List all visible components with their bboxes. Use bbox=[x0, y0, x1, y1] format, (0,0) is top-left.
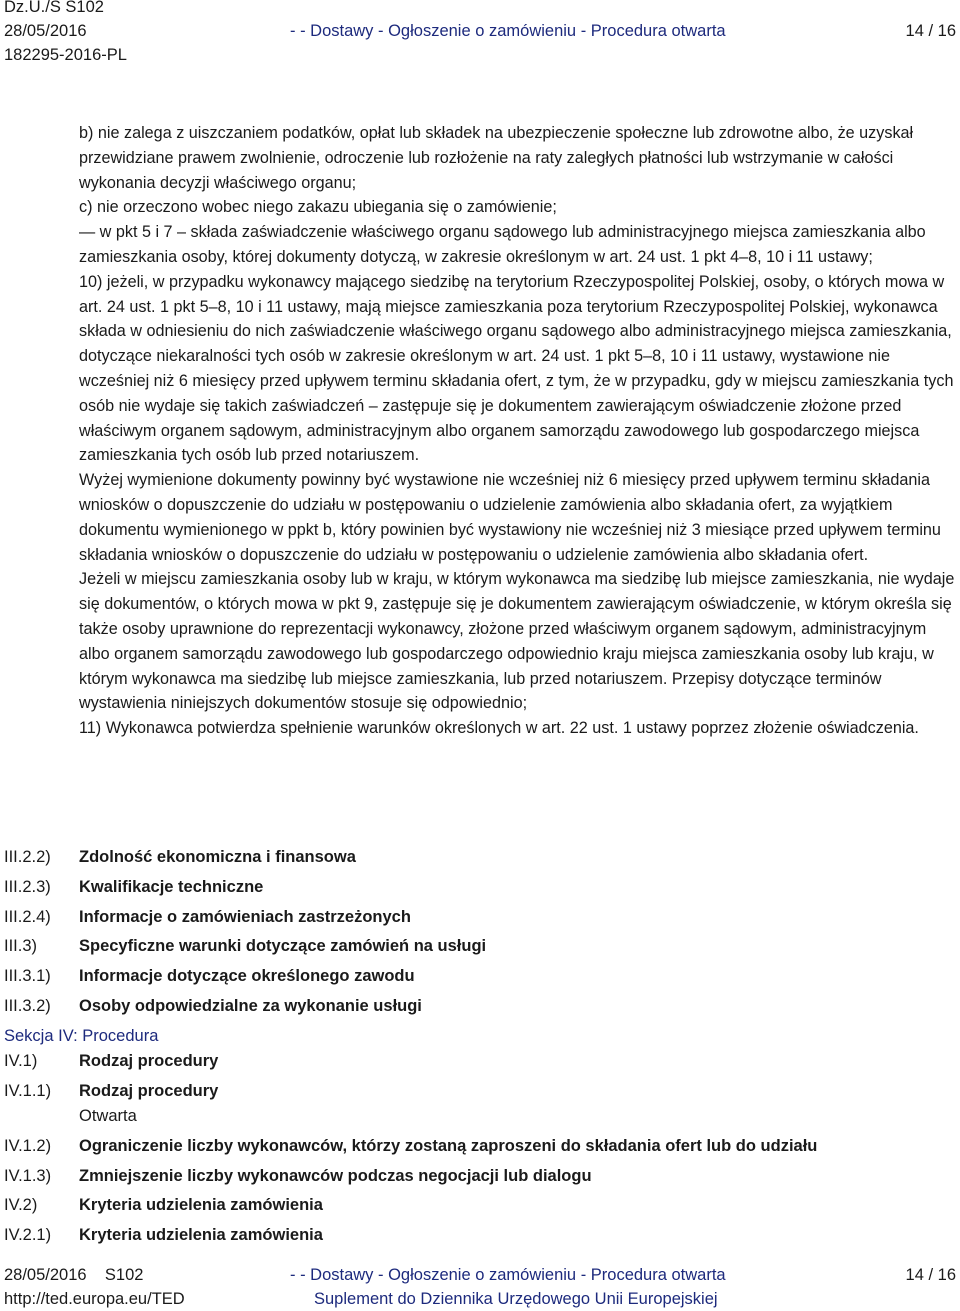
section-number: IV.1.1) bbox=[4, 1082, 52, 1100]
section-number: IV.2.1) bbox=[4, 1226, 52, 1244]
body-text bbox=[79, 121, 957, 741]
section-title: Rodzaj procedury bbox=[79, 1052, 219, 1070]
section-title: Zdolność ekonomiczna i finansowa bbox=[79, 848, 356, 866]
section-title: Rodzaj procedury bbox=[79, 1082, 219, 1100]
section-title: Kryteria udzielenia zamówienia bbox=[79, 1196, 323, 1214]
section-title: Informacje dotyczące określonego zawodu bbox=[79, 967, 415, 985]
paragraph: Wyżej wymienione dokumenty powinny być wystawione nie wcześniej niż 6 miesięcy przed upływem terminu składania wniosków o dopuszczenie do udziału w postępowaniu o udzielenie zamówienia albo składania ofert, za wyjątkiem dokumentu wymienionego w ppkt b, który powinien być wystawiony nie wcześniej niż 3 miesiące przed upływem terminu składania wniosków o dopuszczenie do udziału w postępowaniu o udzielenie zamówienia albo składania ofert. bbox=[79, 471, 941, 564]
section-number: III.3.2) bbox=[4, 997, 51, 1015]
section-number: III.2.2) bbox=[4, 848, 51, 866]
section-number: III.3) bbox=[4, 937, 38, 955]
footer-supplement: Suplement do Dziennika Urzędowego Unii Europejskiej bbox=[314, 1290, 718, 1308]
page-number: 14 / 16 bbox=[905, 22, 956, 40]
section-title: Kwalifikacje techniczne bbox=[79, 878, 264, 896]
section-number: IV.1.2) bbox=[4, 1137, 52, 1155]
publication-date: 28/05/2016 bbox=[4, 22, 87, 40]
section-number: IV.2) bbox=[4, 1196, 38, 1214]
paragraph: 11) Wykonawca potwierdza spełnienie warunków określonych w art. 22 ust. 1 ustawy poprzez złożenie oświadczenia. bbox=[79, 719, 919, 738]
section-number: III.3.1) bbox=[4, 967, 51, 985]
section-title: Ograniczenie liczby wykonawców, którzy zostaną zaproszeni do składania ofert lub do udziału bbox=[79, 1137, 818, 1155]
notice-id: 182295-2016-PL bbox=[4, 46, 127, 64]
footer-url[interactable]: http://ted.europa.eu/TED bbox=[4, 1290, 185, 1308]
section-number: IV.1.3) bbox=[4, 1167, 52, 1185]
paragraph: c) nie orzeczono wobec niego zakazu ubiegania się o zamówienie; bbox=[79, 198, 557, 217]
footer-date-doc: 28/05/2016 S102 bbox=[4, 1266, 144, 1284]
paragraph: 10) jeżeli, w przypadku wykonawcy mającego siedzibę na terytorium Rzeczypospolitej Polskiej, osoby, o których mowa w art. 24 ust. 1 pkt 5–8, 10 i 11 ustawy, mają miejsce zamieszkania poza terytorium Rzeczypospolitej Polskiej, wykonawca składa w odniesieniu do nich zaświadczenie właściwego organu sądowego albo administracyjnego miejsca zamieszkania, dotyczące niekaralności tych osób w zakresie określonym w art. 24 ust. 1 pkt 5–8, 10 i 11 ustawy, wystawione nie wcześniej niż 6 miesięcy przed upływem terminu składania ofert, z tym, że w przypadku, gdy w miejscu zamieszkania tych osób nie wydaje się takich zaświadczeń – zastępuje się je dokumentem zawierającym oświadczenie złożone przed właściwym organem sądowym, administracyjnym albo organem samorządu zawodowego lub gospodarczego miejsca zamieszkania tych osób lub przed notariuszem. bbox=[79, 272, 954, 465]
section-title: Informacje o zamówieniach zastrzeżonych bbox=[79, 908, 411, 926]
section-number: III.2.3) bbox=[4, 878, 51, 896]
section-title: Osoby odpowiedzialne za wykonanie usługi bbox=[79, 997, 422, 1015]
doc-id: Dz.U./S S102 bbox=[4, 0, 104, 16]
paragraph: Jeżeli w miejscu zamieszkania osoby lub w kraju, w którym wykonawca ma siedzibę lub miejsce zamieszkania, nie wydaje się dokumentów, o których mowa w pkt 9, zastępuje się je dokumentem zawierającym oświadczenie, w którym określa się także osoby uprawnione do reprezentacji wykonawcy, złożone przed właściwym organem sądowym, administracyjnym albo organem samorządu zawodowego lub gospodarczego odpowiednio kraju miejsca zamieszkania osoby lub kraju, w którym wykonawca ma siedzibę lub miejsce zamieszkania, lub przed notariuszem. Przepisy dotyczące terminów wystawienia niniejszych dokumentów stosuje się odpowiednio; bbox=[79, 570, 955, 713]
section-number: III.2.4) bbox=[4, 908, 51, 926]
footer-page-number: 14 / 16 bbox=[905, 1266, 956, 1284]
header-title: - - Dostawy - Ogłoszenie o zamówieniu - Procedura otwarta bbox=[290, 22, 726, 40]
section-heading: Sekcja IV: Procedura bbox=[4, 1027, 159, 1045]
section-title: Kryteria udzielenia zamówienia bbox=[79, 1226, 323, 1244]
paragraph: b) nie zalega z uiszczaniem podatków, opłat lub składek na ubezpieczenie społeczne lub zdrowotne albo, że uzyskał przewidziane prawem zwolnienie, odroczenie lub rozłożenie na raty zaległych płatności lub wstrzymanie w całości wykonania decyzji właściwego organu; bbox=[79, 124, 914, 192]
section-number: IV.1) bbox=[4, 1052, 38, 1070]
section-title: Specyficzne warunki dotyczące zamówień na usługi bbox=[79, 937, 487, 955]
footer-title: - - Dostawy - Ogłoszenie o zamówieniu - Procedura otwarta bbox=[290, 1266, 726, 1284]
paragraph: — w pkt 5 i 7 – składa zaświadczenie właściwego organu sądowego lub administracyjnego miejsca zamieszkania albo zamieszkania osoby, której dokumenty dotyczą, w zakresie określonym w art. 24 ust. 1 pkt 4–8, 10 i 11 ustawy; bbox=[79, 223, 926, 266]
section-title: Zmniejszenie liczby wykonawców podczas negocjacji lub dialogu bbox=[79, 1167, 592, 1185]
procedure-value: Otwarta bbox=[79, 1107, 137, 1125]
